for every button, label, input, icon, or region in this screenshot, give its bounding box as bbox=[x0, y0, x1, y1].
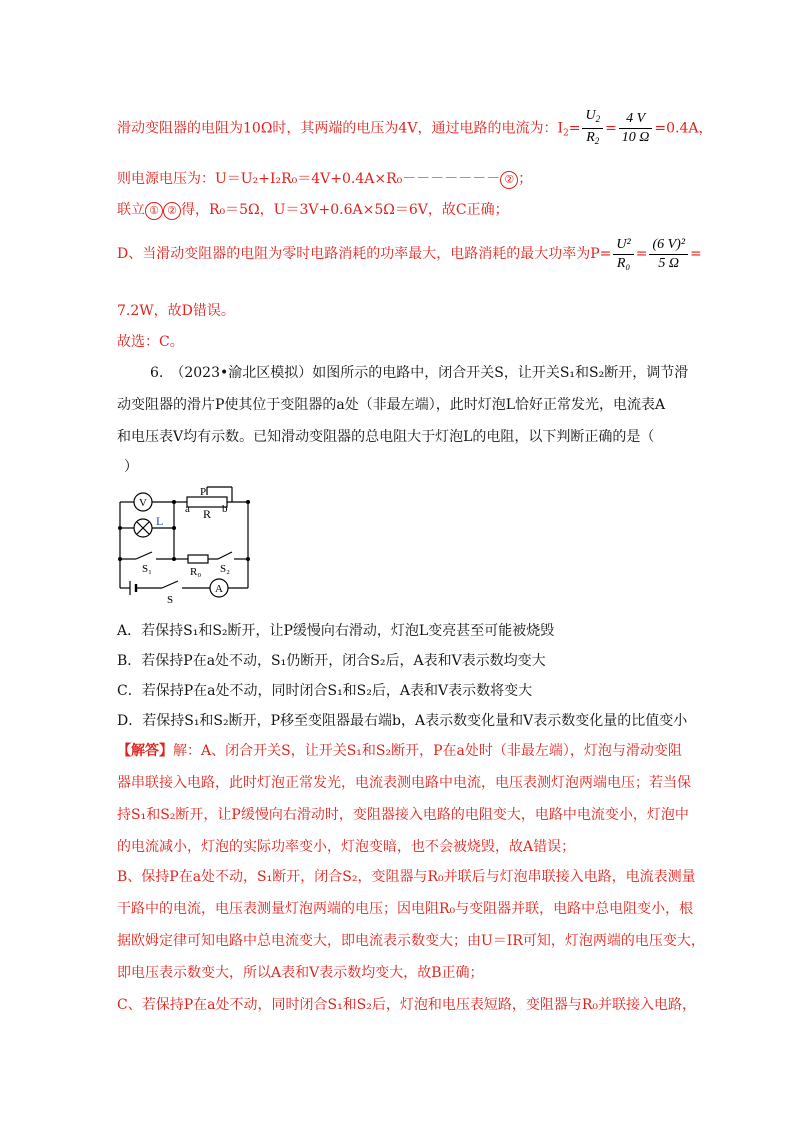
solution-line-2 bbox=[117, 168, 532, 190]
circled-number: ② bbox=[500, 171, 518, 189]
switch-s1-label: S₁ bbox=[142, 563, 152, 575]
answer-line-3: 持S₁和S₂断开，让P缓慢向右滑动时，变阻器接入电路的电阻变大，电路中电流变小，灯泡中 bbox=[117, 807, 689, 823]
line-text: =0.4A， bbox=[654, 120, 713, 137]
point-b-label: b bbox=[222, 503, 228, 515]
answer-line-5: B、保持P在a处不动，S₁断开，闭合S₂，变阻器与R₀并联后与灯泡串联接入电路，电流表测量 bbox=[117, 869, 696, 885]
solution-line-1 bbox=[117, 107, 713, 152]
numerator: U bbox=[585, 108, 596, 123]
solution-line-5: 7.2W，故D错误。 bbox=[117, 303, 235, 319]
line-text: D、当滑动变阻器的电阻为零时电路消耗的功率最大，电路消耗的最大功率为P bbox=[117, 246, 600, 262]
line-text: 则电源电压为：U＝U₂+I₂R₀＝4V+0.4A×R₀－－－－－－－ bbox=[117, 171, 501, 187]
question-line-2: 动变阻器的滑片P使其位于变阻器的a处（非最左端），此时灯泡L恰好正常发光，电流表A bbox=[117, 397, 666, 413]
solution-line-4: D、当滑动变阻器的电阻为零时电路消耗的功率最大，电路消耗的最大功率为P= $\frac{\text{U²}}{\text{R₀}}$ = $\frac{\text{(6 V)²}}{5 \Omega}$ = bbox=[117, 236, 702, 271]
fraction-u2-r0 bbox=[613, 236, 633, 273]
switch-s2-label: S₂ bbox=[220, 563, 230, 575]
question-line-4: ） bbox=[124, 459, 138, 475]
lamp-label: L bbox=[156, 514, 164, 528]
subscript: 2 bbox=[562, 128, 569, 139]
circled-number: ② bbox=[163, 202, 181, 220]
line-text: 联立 bbox=[117, 202, 145, 218]
option-a: A．若保持S₁和S₂断开，让P缓慢向右滑动，灯泡L变亮甚至可能被烧毁 bbox=[117, 623, 555, 639]
fraction-6v-5ohm bbox=[649, 236, 688, 273]
voltmeter-label: V bbox=[139, 497, 147, 509]
numerator: (6 V)² bbox=[649, 236, 688, 255]
denominator: 5 Ω bbox=[658, 255, 680, 271]
equals: = bbox=[568, 120, 581, 137]
equals: = bbox=[605, 120, 617, 137]
line-text: 得，R₀＝5Ω，U＝3V+0.6A×5Ω＝6V，故C正确； bbox=[181, 202, 509, 218]
answer-line-2: 器串联接入电路，此时灯泡正常发光，电流表测电路中电流，电压表测灯泡两端电压；若当保 bbox=[117, 775, 691, 791]
solution-line-3 bbox=[117, 199, 509, 221]
line-text: 解：A、闭合开关S，让开关S₁和S₂断开，P在a处时（非最左端），灯泡与滑动变阻 bbox=[173, 743, 682, 759]
line-text: 滑动变阻器的电阻为10Ω时，其两端的电压为4V，通过电路的电流为：I bbox=[117, 120, 563, 137]
resistor-r0-label: R₀ bbox=[190, 566, 202, 578]
answer-line-8: 即电压表示数变大，所以A表和V表示数均变大，故B正确； bbox=[117, 965, 484, 981]
question-line-1: 6. （2023•渝北区模拟）如图所示的电路中，闭合开关S，让开关S₁和S₂断开，调节滑 bbox=[150, 365, 689, 381]
numerator: U² bbox=[613, 236, 633, 255]
denominator: 10 Ω bbox=[621, 130, 650, 145]
slider-label: P bbox=[200, 486, 207, 498]
answer-line-1 bbox=[117, 740, 682, 762]
subscript: 2 bbox=[595, 114, 601, 124]
option-d: D．若保持S₁和S₂断开，P移至变阻器最右端b，A表示数变化量和V表示数变化量的比值变小 bbox=[117, 713, 688, 729]
subscript: 2 bbox=[594, 136, 600, 146]
numerator: 4 V bbox=[619, 110, 653, 129]
denominator: R₀ bbox=[616, 255, 631, 271]
fraction-u2-r2 bbox=[582, 107, 603, 150]
switch-s-label: S bbox=[167, 594, 174, 606]
answer-line-9: C、若保持P在a处不动，同时闭合S₁和S₂后，灯泡和电压表短路，变阻器与R₀并联接入电路， bbox=[117, 997, 697, 1013]
option-b: B．若保持P在a处不动，S₁仍断开，闭合S₂后，A表和V表示数均变大 bbox=[117, 653, 546, 669]
option-c: C．若保持P在a处不动，同时闭合S₁和S₂后，A表和V表示数将变大 bbox=[117, 683, 533, 699]
answer-tag: 【解答】 bbox=[117, 743, 173, 759]
ammeter-label: A bbox=[215, 583, 223, 595]
rheostat-label: R bbox=[203, 507, 212, 521]
answer-line-4: 的电流减小，灯泡的实际功率变小，灯泡变暗，也不会被烧毁，故A错误； bbox=[117, 839, 576, 855]
line-text: ； bbox=[518, 171, 533, 187]
solution-line-6: 故选：C。 bbox=[117, 334, 184, 350]
circuit-diagram bbox=[112, 484, 262, 606]
point-a-label: a bbox=[185, 503, 190, 515]
answer-line-6: 干路中的电流，电压表测量灯泡两端的电压；因电阻R₀与变阻器并联，电路中总电阻变小，根 bbox=[117, 901, 694, 917]
fraction-4v-10ohm bbox=[619, 110, 653, 147]
denominator: R bbox=[586, 130, 595, 145]
circled-number: ① bbox=[145, 202, 163, 220]
question-line-3: 和电压表V均有示数。已知滑动变阻器的总电阻大于灯泡L的电阻，以下判断正确的是（ bbox=[117, 429, 655, 445]
answer-line-7: 据欧姆定律可知电路中总电流变大，即电流表示数变大；由U＝IR可知，灯泡两端的电压变大， bbox=[117, 933, 705, 949]
